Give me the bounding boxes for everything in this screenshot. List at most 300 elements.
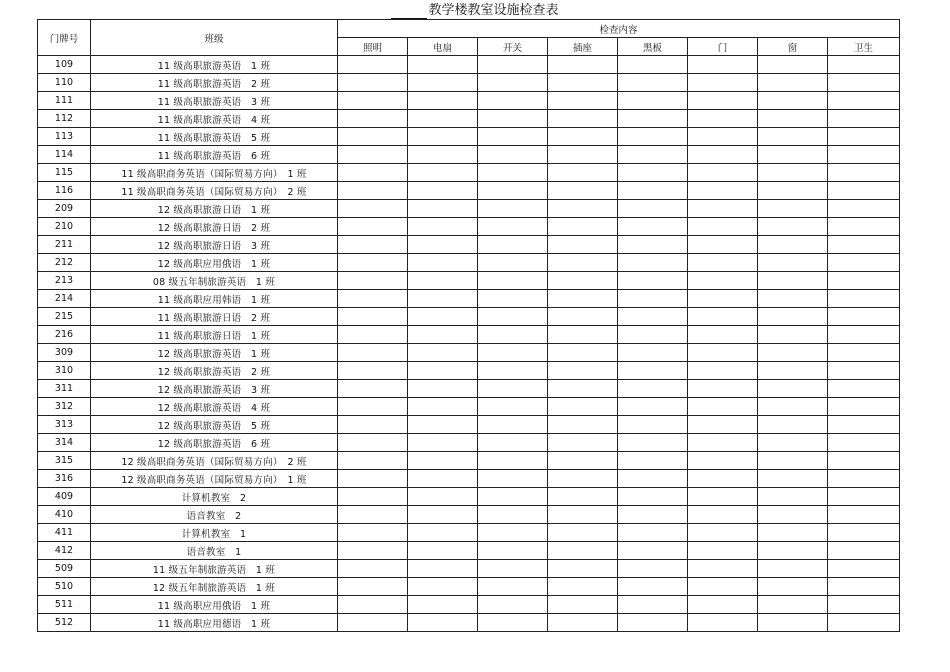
check-cell[interactable] bbox=[548, 200, 618, 218]
check-cell[interactable] bbox=[478, 200, 548, 218]
door-number-cell: 309 bbox=[38, 344, 91, 362]
check-cell[interactable] bbox=[758, 56, 828, 74]
door-number-cell: 115 bbox=[38, 164, 91, 182]
check-cell[interactable] bbox=[688, 506, 758, 524]
check-cell[interactable] bbox=[618, 290, 688, 308]
check-cell[interactable] bbox=[618, 272, 688, 290]
check-cell[interactable] bbox=[758, 380, 828, 398]
check-cell[interactable] bbox=[758, 92, 828, 110]
check-cell[interactable] bbox=[548, 236, 618, 254]
check-cell[interactable] bbox=[688, 326, 758, 344]
check-cell[interactable] bbox=[758, 452, 828, 470]
table-row bbox=[38, 272, 900, 290]
check-cell[interactable] bbox=[758, 434, 828, 452]
check-cell[interactable] bbox=[478, 560, 548, 578]
check-cell[interactable] bbox=[338, 128, 408, 146]
check-cell[interactable] bbox=[408, 488, 478, 506]
check-cell[interactable] bbox=[408, 542, 478, 560]
check-cell[interactable] bbox=[408, 308, 478, 326]
check-cell[interactable] bbox=[828, 308, 900, 326]
check-cell[interactable] bbox=[618, 362, 688, 380]
table-row bbox=[38, 506, 900, 524]
check-cell[interactable] bbox=[338, 434, 408, 452]
check-cell[interactable] bbox=[408, 218, 478, 236]
check-cell[interactable] bbox=[478, 146, 548, 164]
check-cell[interactable] bbox=[408, 470, 478, 488]
check-cell[interactable] bbox=[758, 128, 828, 146]
check-cell[interactable] bbox=[478, 578, 548, 596]
check-cell[interactable] bbox=[338, 578, 408, 596]
check-cell[interactable] bbox=[688, 578, 758, 596]
check-cell[interactable] bbox=[828, 398, 900, 416]
check-cell[interactable] bbox=[688, 470, 758, 488]
door-number-cell: 112 bbox=[38, 110, 91, 128]
check-cell[interactable] bbox=[688, 344, 758, 362]
check-cell[interactable] bbox=[478, 92, 548, 110]
check-cell[interactable] bbox=[758, 110, 828, 128]
check-cell[interactable] bbox=[478, 488, 548, 506]
check-cell[interactable] bbox=[688, 146, 758, 164]
check-cell[interactable] bbox=[338, 614, 408, 632]
check-cell[interactable] bbox=[548, 164, 618, 182]
check-cell[interactable] bbox=[618, 452, 688, 470]
check-cell[interactable] bbox=[478, 398, 548, 416]
check-cell[interactable] bbox=[688, 434, 758, 452]
check-cell[interactable] bbox=[618, 128, 688, 146]
check-cell[interactable] bbox=[758, 596, 828, 614]
check-cell[interactable] bbox=[338, 308, 408, 326]
check-cell[interactable] bbox=[758, 146, 828, 164]
class-name-cell: 12 级高职旅游日语 1 班 bbox=[91, 200, 338, 218]
check-cell[interactable] bbox=[408, 416, 478, 434]
check-cell[interactable] bbox=[688, 254, 758, 272]
check-cell[interactable] bbox=[828, 128, 900, 146]
check-cell[interactable] bbox=[758, 470, 828, 488]
check-cell[interactable] bbox=[408, 146, 478, 164]
check-cell[interactable] bbox=[408, 236, 478, 254]
check-cell[interactable] bbox=[688, 416, 758, 434]
check-cell[interactable] bbox=[758, 488, 828, 506]
check-cell[interactable] bbox=[548, 452, 618, 470]
header-item-socket: 插座 bbox=[548, 38, 618, 56]
check-cell[interactable] bbox=[758, 218, 828, 236]
check-cell[interactable] bbox=[478, 254, 548, 272]
check-cell[interactable] bbox=[828, 470, 900, 488]
check-cell[interactable] bbox=[338, 524, 408, 542]
check-cell[interactable] bbox=[618, 182, 688, 200]
check-cell[interactable] bbox=[408, 74, 478, 92]
check-cell[interactable] bbox=[408, 578, 478, 596]
check-cell[interactable] bbox=[338, 452, 408, 470]
check-cell[interactable] bbox=[828, 524, 900, 542]
check-cell[interactable] bbox=[618, 56, 688, 74]
table-row bbox=[38, 434, 900, 452]
check-cell[interactable] bbox=[618, 614, 688, 632]
check-cell[interactable] bbox=[338, 326, 408, 344]
check-cell[interactable] bbox=[338, 182, 408, 200]
check-cell[interactable] bbox=[548, 344, 618, 362]
check-cell[interactable] bbox=[828, 326, 900, 344]
class-name-cell: 08 级五年制旅游英语 1 班 bbox=[91, 272, 338, 290]
check-cell[interactable] bbox=[828, 416, 900, 434]
check-cell[interactable] bbox=[338, 560, 408, 578]
table-row bbox=[38, 164, 900, 182]
check-cell[interactable] bbox=[828, 254, 900, 272]
check-cell[interactable] bbox=[828, 560, 900, 578]
check-cell[interactable] bbox=[548, 614, 618, 632]
check-cell[interactable] bbox=[478, 272, 548, 290]
check-cell[interactable] bbox=[548, 326, 618, 344]
check-cell[interactable] bbox=[548, 398, 618, 416]
check-cell[interactable] bbox=[548, 578, 618, 596]
check-cell[interactable] bbox=[338, 380, 408, 398]
check-cell[interactable] bbox=[758, 542, 828, 560]
check-cell[interactable] bbox=[478, 596, 548, 614]
class-name-cell: 12 级高职旅游英语 1 班 bbox=[91, 344, 338, 362]
check-cell[interactable] bbox=[338, 398, 408, 416]
check-cell[interactable] bbox=[548, 308, 618, 326]
check-cell[interactable] bbox=[478, 614, 548, 632]
check-cell[interactable] bbox=[338, 416, 408, 434]
check-cell[interactable] bbox=[408, 452, 478, 470]
check-cell[interactable] bbox=[688, 92, 758, 110]
check-cell[interactable] bbox=[828, 200, 900, 218]
check-cell[interactable] bbox=[408, 200, 478, 218]
check-cell[interactable] bbox=[688, 272, 758, 290]
check-cell[interactable] bbox=[408, 110, 478, 128]
check-cell[interactable] bbox=[618, 236, 688, 254]
check-cell[interactable] bbox=[618, 218, 688, 236]
check-cell[interactable] bbox=[758, 578, 828, 596]
check-cell[interactable] bbox=[408, 524, 478, 542]
check-cell[interactable] bbox=[758, 200, 828, 218]
check-cell[interactable] bbox=[688, 74, 758, 92]
check-cell[interactable] bbox=[758, 506, 828, 524]
check-cell[interactable] bbox=[408, 290, 478, 308]
class-name-cell: 11 级高职应用韩语 1 班 bbox=[91, 290, 338, 308]
check-cell[interactable] bbox=[408, 380, 478, 398]
check-cell[interactable] bbox=[618, 110, 688, 128]
check-cell[interactable] bbox=[688, 488, 758, 506]
check-cell[interactable] bbox=[618, 146, 688, 164]
check-cell[interactable] bbox=[548, 560, 618, 578]
check-cell[interactable] bbox=[828, 578, 900, 596]
check-cell[interactable] bbox=[758, 560, 828, 578]
check-cell[interactable] bbox=[338, 164, 408, 182]
table-row bbox=[38, 110, 900, 128]
check-cell[interactable] bbox=[548, 218, 618, 236]
check-cell[interactable] bbox=[688, 110, 758, 128]
check-cell[interactable] bbox=[828, 506, 900, 524]
check-cell[interactable] bbox=[688, 560, 758, 578]
check-cell[interactable] bbox=[828, 164, 900, 182]
check-cell[interactable] bbox=[828, 344, 900, 362]
check-cell[interactable] bbox=[688, 56, 758, 74]
check-cell[interactable] bbox=[338, 236, 408, 254]
check-cell[interactable] bbox=[548, 290, 618, 308]
check-cell[interactable] bbox=[338, 506, 408, 524]
check-cell[interactable] bbox=[338, 56, 408, 74]
check-cell[interactable] bbox=[338, 272, 408, 290]
check-cell[interactable] bbox=[338, 344, 408, 362]
check-cell[interactable] bbox=[828, 236, 900, 254]
check-cell[interactable] bbox=[758, 182, 828, 200]
check-cell[interactable] bbox=[478, 524, 548, 542]
table-row bbox=[38, 488, 900, 506]
check-cell[interactable] bbox=[408, 56, 478, 74]
check-cell[interactable] bbox=[478, 110, 548, 128]
door-number-cell: 216 bbox=[38, 326, 91, 344]
check-cell[interactable] bbox=[828, 272, 900, 290]
check-cell[interactable] bbox=[548, 110, 618, 128]
check-cell[interactable] bbox=[688, 596, 758, 614]
check-cell[interactable] bbox=[688, 236, 758, 254]
check-cell[interactable] bbox=[408, 254, 478, 272]
check-cell[interactable] bbox=[408, 362, 478, 380]
check-cell[interactable] bbox=[408, 128, 478, 146]
check-cell[interactable] bbox=[478, 344, 548, 362]
check-cell[interactable] bbox=[408, 434, 478, 452]
check-cell[interactable] bbox=[828, 614, 900, 632]
check-cell[interactable] bbox=[758, 416, 828, 434]
check-cell[interactable] bbox=[478, 470, 548, 488]
door-number-cell: 214 bbox=[38, 290, 91, 308]
check-cell[interactable] bbox=[828, 362, 900, 380]
table-row bbox=[38, 218, 900, 236]
check-cell[interactable] bbox=[618, 578, 688, 596]
check-cell[interactable] bbox=[478, 290, 548, 308]
check-cell[interactable] bbox=[828, 56, 900, 74]
check-cell[interactable] bbox=[548, 362, 618, 380]
table-row bbox=[38, 146, 900, 164]
check-cell[interactable] bbox=[688, 362, 758, 380]
check-cell[interactable] bbox=[548, 56, 618, 74]
check-cell[interactable] bbox=[688, 218, 758, 236]
door-number-cell: 211 bbox=[38, 236, 91, 254]
check-cell[interactable] bbox=[688, 542, 758, 560]
door-number-cell: 111 bbox=[38, 92, 91, 110]
table-row bbox=[38, 524, 900, 542]
check-cell[interactable] bbox=[548, 488, 618, 506]
check-cell[interactable] bbox=[618, 380, 688, 398]
check-cell[interactable] bbox=[618, 74, 688, 92]
check-cell[interactable] bbox=[408, 506, 478, 524]
check-cell[interactable] bbox=[758, 524, 828, 542]
check-cell[interactable] bbox=[828, 290, 900, 308]
header-check: 检查内容 bbox=[338, 20, 900, 38]
check-cell[interactable] bbox=[338, 542, 408, 560]
check-cell[interactable] bbox=[408, 596, 478, 614]
check-cell[interactable] bbox=[478, 452, 548, 470]
check-cell[interactable] bbox=[338, 596, 408, 614]
check-cell[interactable] bbox=[548, 506, 618, 524]
check-cell[interactable] bbox=[688, 290, 758, 308]
check-cell[interactable] bbox=[618, 326, 688, 344]
table-row bbox=[38, 200, 900, 218]
sheet-title bbox=[0, 3, 950, 19]
check-cell[interactable] bbox=[618, 416, 688, 434]
check-cell[interactable] bbox=[338, 110, 408, 128]
class-name-cell: 11 级高职旅游英语 1 班 bbox=[91, 56, 338, 74]
class-name-cell: 11 级高职旅游日语 1 班 bbox=[91, 326, 338, 344]
check-cell[interactable] bbox=[828, 542, 900, 560]
check-cell[interactable] bbox=[688, 452, 758, 470]
check-cell[interactable] bbox=[408, 344, 478, 362]
check-cell[interactable] bbox=[548, 434, 618, 452]
check-cell[interactable] bbox=[548, 596, 618, 614]
class-name-cell: 11 级高职应用德语 1 班 bbox=[91, 614, 338, 632]
check-cell[interactable] bbox=[758, 254, 828, 272]
check-cell[interactable] bbox=[618, 470, 688, 488]
check-cell[interactable] bbox=[688, 524, 758, 542]
check-cell[interactable] bbox=[478, 326, 548, 344]
check-cell[interactable] bbox=[618, 164, 688, 182]
check-cell[interactable] bbox=[828, 110, 900, 128]
class-name-cell: 11 级高职旅游英语 3 班 bbox=[91, 92, 338, 110]
check-cell[interactable] bbox=[618, 344, 688, 362]
check-cell[interactable] bbox=[618, 506, 688, 524]
class-name-cell: 语音教室 1 bbox=[91, 542, 338, 560]
check-cell[interactable] bbox=[758, 290, 828, 308]
door-number-cell: 213 bbox=[38, 272, 91, 290]
check-cell[interactable] bbox=[688, 614, 758, 632]
check-cell[interactable] bbox=[618, 398, 688, 416]
table-row bbox=[38, 344, 900, 362]
check-cell[interactable] bbox=[828, 596, 900, 614]
check-cell[interactable] bbox=[478, 416, 548, 434]
check-cell[interactable] bbox=[408, 272, 478, 290]
check-cell[interactable] bbox=[758, 614, 828, 632]
check-cell[interactable] bbox=[408, 164, 478, 182]
check-cell[interactable] bbox=[688, 182, 758, 200]
check-cell[interactable] bbox=[548, 74, 618, 92]
check-cell[interactable] bbox=[758, 362, 828, 380]
check-cell[interactable] bbox=[828, 434, 900, 452]
check-cell[interactable] bbox=[548, 272, 618, 290]
table-row bbox=[38, 182, 900, 200]
check-cell[interactable] bbox=[338, 470, 408, 488]
check-cell[interactable] bbox=[828, 74, 900, 92]
check-cell[interactable] bbox=[828, 218, 900, 236]
check-cell[interactable] bbox=[338, 254, 408, 272]
class-name-cell: 12 级高职旅游英语 4 班 bbox=[91, 398, 338, 416]
check-cell[interactable] bbox=[408, 398, 478, 416]
check-cell[interactable] bbox=[338, 290, 408, 308]
check-cell[interactable] bbox=[548, 182, 618, 200]
check-cell[interactable] bbox=[828, 488, 900, 506]
check-cell[interactable] bbox=[688, 200, 758, 218]
check-cell[interactable] bbox=[408, 326, 478, 344]
check-cell[interactable] bbox=[688, 164, 758, 182]
door-number-cell: 210 bbox=[38, 218, 91, 236]
check-cell[interactable] bbox=[618, 434, 688, 452]
check-cell[interactable] bbox=[758, 398, 828, 416]
check-cell[interactable] bbox=[478, 56, 548, 74]
class-name-cell: 11 级高职商务英语（国际贸易方向） 1 班 bbox=[91, 164, 338, 182]
class-name-cell: 12 级高职商务英语（国际贸易方向） 2 班 bbox=[91, 452, 338, 470]
check-cell[interactable] bbox=[478, 236, 548, 254]
check-cell[interactable] bbox=[688, 398, 758, 416]
check-cell[interactable] bbox=[618, 560, 688, 578]
check-cell[interactable] bbox=[408, 560, 478, 578]
check-cell[interactable] bbox=[618, 524, 688, 542]
check-cell[interactable] bbox=[548, 128, 618, 146]
check-cell[interactable] bbox=[758, 326, 828, 344]
check-cell[interactable] bbox=[618, 542, 688, 560]
header-item-fan: 电扇 bbox=[408, 38, 478, 56]
check-cell[interactable] bbox=[478, 218, 548, 236]
check-cell[interactable] bbox=[618, 254, 688, 272]
check-cell[interactable] bbox=[828, 92, 900, 110]
check-cell[interactable] bbox=[478, 182, 548, 200]
check-cell[interactable] bbox=[478, 74, 548, 92]
check-cell[interactable] bbox=[548, 380, 618, 398]
check-cell[interactable] bbox=[338, 146, 408, 164]
check-cell[interactable] bbox=[338, 362, 408, 380]
check-cell[interactable] bbox=[548, 542, 618, 560]
check-cell[interactable] bbox=[828, 452, 900, 470]
check-cell[interactable] bbox=[478, 128, 548, 146]
check-cell[interactable] bbox=[828, 380, 900, 398]
door-number-cell: 410 bbox=[38, 506, 91, 524]
check-cell[interactable] bbox=[618, 488, 688, 506]
door-number-cell: 110 bbox=[38, 74, 91, 92]
check-cell[interactable] bbox=[758, 308, 828, 326]
class-name-cell: 12 级高职旅游日语 2 班 bbox=[91, 218, 338, 236]
table-row bbox=[38, 614, 900, 632]
check-cell[interactable] bbox=[618, 92, 688, 110]
check-cell[interactable] bbox=[758, 272, 828, 290]
table-row bbox=[38, 290, 900, 308]
check-cell[interactable] bbox=[548, 416, 618, 434]
check-cell[interactable] bbox=[478, 506, 548, 524]
check-cell[interactable] bbox=[478, 308, 548, 326]
check-cell[interactable] bbox=[688, 128, 758, 146]
door-number-cell: 512 bbox=[38, 614, 91, 632]
check-cell[interactable] bbox=[338, 218, 408, 236]
check-cell[interactable] bbox=[548, 524, 618, 542]
check-cell[interactable] bbox=[478, 164, 548, 182]
check-cell[interactable] bbox=[828, 146, 900, 164]
check-cell[interactable] bbox=[338, 74, 408, 92]
check-cell[interactable] bbox=[618, 308, 688, 326]
check-cell[interactable] bbox=[408, 92, 478, 110]
door-number-cell: 509 bbox=[38, 560, 91, 578]
check-cell[interactable] bbox=[478, 380, 548, 398]
check-cell[interactable] bbox=[828, 182, 900, 200]
check-cell[interactable] bbox=[758, 236, 828, 254]
check-cell[interactable] bbox=[478, 362, 548, 380]
check-cell[interactable] bbox=[548, 146, 618, 164]
check-cell[interactable] bbox=[548, 470, 618, 488]
check-cell[interactable] bbox=[408, 182, 478, 200]
check-cell[interactable] bbox=[758, 74, 828, 92]
check-cell[interactable] bbox=[408, 614, 478, 632]
check-cell[interactable] bbox=[338, 200, 408, 218]
check-cell[interactable] bbox=[758, 344, 828, 362]
check-cell[interactable] bbox=[338, 92, 408, 110]
check-cell[interactable] bbox=[478, 542, 548, 560]
check-cell[interactable] bbox=[548, 254, 618, 272]
check-cell[interactable] bbox=[758, 164, 828, 182]
check-cell[interactable] bbox=[478, 434, 548, 452]
check-cell[interactable] bbox=[688, 308, 758, 326]
check-cell[interactable] bbox=[618, 200, 688, 218]
check-cell[interactable] bbox=[548, 92, 618, 110]
check-cell[interactable] bbox=[688, 380, 758, 398]
check-cell[interactable] bbox=[338, 488, 408, 506]
check-cell[interactable] bbox=[618, 596, 688, 614]
